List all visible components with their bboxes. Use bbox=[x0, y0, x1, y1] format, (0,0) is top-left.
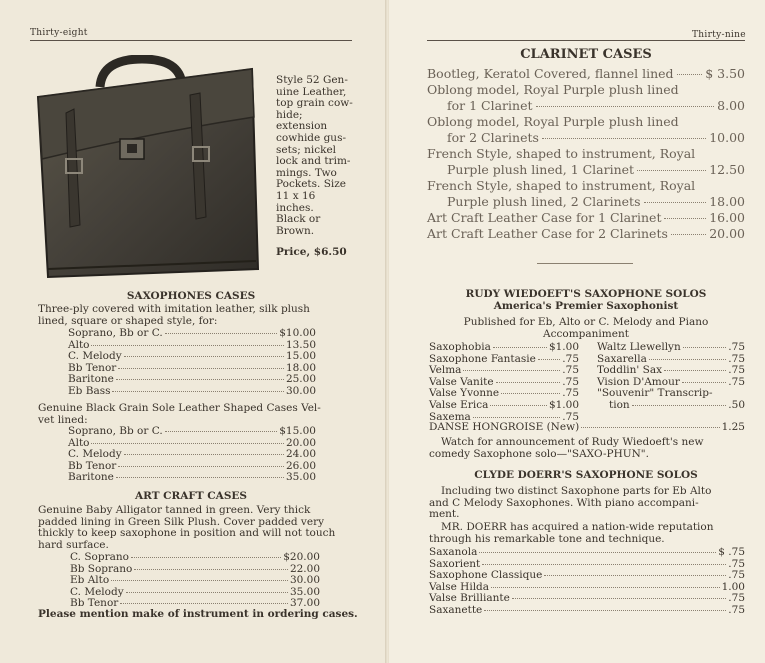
item-label: Purple plush lined, 1 Clarinet bbox=[447, 162, 635, 177]
clarinet-row bbox=[427, 226, 745, 242]
item-label: Saxanola bbox=[429, 546, 478, 558]
item-label: Bb Tenor bbox=[68, 361, 117, 374]
dot-leader bbox=[644, 202, 707, 203]
item-label: Saxanette bbox=[429, 604, 483, 616]
item-label: Waltz Llewellyn bbox=[597, 341, 681, 353]
item-label: Valse Brilliante bbox=[429, 592, 510, 605]
item-label: Saxema bbox=[429, 410, 471, 423]
item-price: $15.00 bbox=[279, 425, 316, 437]
clarinet-line: Oblong model, Royal Purple plush lined bbox=[427, 114, 679, 129]
clarinet-row bbox=[427, 66, 745, 82]
intro-line: Including two distinct Saxophone parts for Eb Alto bbox=[441, 485, 712, 497]
style-line: lock and trim- bbox=[276, 155, 351, 168]
item-label: C. Melody bbox=[70, 585, 124, 598]
intro-line: ment. bbox=[429, 508, 460, 521]
dot-leader bbox=[91, 443, 283, 444]
item-price: 1.25 bbox=[721, 421, 745, 433]
item-label: Eb Bass bbox=[68, 385, 111, 397]
doerr-intro bbox=[429, 486, 749, 521]
dot-leader bbox=[683, 347, 727, 348]
dot-leader bbox=[111, 580, 288, 581]
item-label: Valse Yvonne bbox=[429, 387, 500, 400]
style-description bbox=[276, 75, 356, 259]
style-line: top grain cow- bbox=[276, 97, 353, 110]
ordering-note: Please mention make of instrument in ordering cases. bbox=[38, 608, 358, 620]
item-label: Bb Soprano bbox=[70, 562, 133, 575]
item-price: $10.00 bbox=[279, 327, 316, 339]
dot-leader bbox=[512, 598, 726, 599]
item-price: 35.00 bbox=[289, 585, 320, 598]
dot-leader bbox=[473, 417, 560, 418]
dot-leader bbox=[116, 379, 284, 380]
item-label: tion bbox=[609, 399, 630, 411]
clarinet-row bbox=[427, 210, 745, 226]
item-label: Baritone bbox=[68, 373, 114, 386]
item-label: Soprano, Bb or C. bbox=[68, 425, 163, 437]
page-number-left: Thirty-eight bbox=[30, 28, 88, 38]
style-line: sets; nickel bbox=[276, 143, 337, 156]
item-label: Bb Tenor bbox=[68, 459, 117, 472]
dot-leader bbox=[112, 391, 283, 392]
clarinet-row bbox=[447, 162, 745, 178]
item-price: .75 bbox=[562, 352, 579, 365]
item-price: 12.50 bbox=[709, 162, 745, 177]
item-label: DANSE HONGROISE (New) bbox=[429, 421, 580, 433]
item-label: Valse Hilda bbox=[429, 580, 490, 593]
price-row bbox=[68, 426, 316, 438]
item-label: Art Craft Leather Case for 2 Clarinets bbox=[427, 226, 668, 241]
item-price: 22.00 bbox=[289, 562, 320, 575]
item-price: .75 bbox=[728, 604, 745, 616]
dot-leader bbox=[677, 74, 703, 75]
dot-leader bbox=[637, 170, 706, 171]
item-price: 30.00 bbox=[285, 385, 316, 397]
reputation-line: MR. DOERR has acquired a nation-wide reputation bbox=[441, 521, 714, 533]
item-price: 18.00 bbox=[709, 194, 745, 209]
item-price: .75 bbox=[562, 364, 579, 377]
item-label: Bootleg, Keratol Covered, flannel lined bbox=[427, 66, 674, 81]
watch-line: Watch for announcement of Rudy Wiedoeft's new bbox=[441, 436, 704, 448]
dot-leader bbox=[165, 333, 278, 334]
style-line: hide; extension bbox=[276, 108, 328, 133]
price-row bbox=[70, 552, 320, 564]
item-price: 20.00 bbox=[709, 226, 745, 241]
solo-line: "Souvenir" Transcrip- bbox=[597, 387, 713, 400]
dot-leader bbox=[682, 382, 726, 383]
header-rule-left bbox=[30, 40, 352, 41]
item-price: $ 3.50 bbox=[705, 66, 745, 81]
watch-note-2 bbox=[429, 449, 649, 461]
dot-leader bbox=[671, 234, 706, 235]
dot-leader bbox=[126, 592, 288, 593]
solo-row bbox=[597, 342, 745, 354]
price-label: Price, $6.50 bbox=[276, 246, 347, 259]
item-price: $1.00 bbox=[548, 341, 579, 353]
solo-row bbox=[609, 400, 745, 412]
item-price: 15.00 bbox=[285, 350, 316, 363]
sax-cases-intro bbox=[38, 304, 310, 327]
intro-line: hard surface. bbox=[38, 538, 109, 551]
dot-leader bbox=[116, 477, 284, 478]
solo-row bbox=[429, 605, 745, 617]
dot-leader bbox=[542, 138, 706, 139]
intro-line: lined, square or shaped style, for: bbox=[38, 314, 218, 327]
dot-leader bbox=[463, 370, 560, 371]
item-price: 25.00 bbox=[285, 373, 316, 386]
item-label: for 2 Clarinets bbox=[447, 130, 539, 145]
sax-cases-title: SAXOPHONES CASES bbox=[126, 290, 256, 302]
item-label: Saxarella bbox=[597, 352, 647, 365]
right-page bbox=[389, 0, 765, 663]
item-price: .50 bbox=[728, 399, 745, 411]
clarinet-cases-title: CLARINET CASES bbox=[520, 47, 652, 62]
style-line: uine Leather, bbox=[276, 85, 347, 98]
doerr-title: CLYDE DOERR'S SAXOPHONE SOLOS bbox=[474, 469, 698, 481]
item-label: Toddlin' Sax bbox=[597, 364, 663, 377]
item-label: Velma bbox=[429, 364, 462, 377]
danse-row bbox=[429, 422, 745, 434]
item-label: Baritone bbox=[68, 471, 114, 484]
item-label: Bb Tenor bbox=[70, 597, 119, 610]
item-label: Purple plush lined, 2 Clarinets bbox=[447, 194, 641, 209]
intro-line: padded lining in Green Silk Plush. Cover padded very bbox=[38, 515, 325, 528]
dot-leader bbox=[165, 431, 278, 432]
dot-leader bbox=[91, 345, 283, 346]
item-label: Art Craft Leather Case for 1 Clarinet bbox=[427, 210, 662, 225]
clarinet-line: French Style, shaped to instrument, Royal bbox=[427, 146, 696, 161]
dot-leader bbox=[124, 454, 284, 455]
item-price: $20.00 bbox=[283, 551, 320, 563]
clarinet-line: Oblong model, Royal Purple plush lined bbox=[427, 82, 679, 97]
dot-leader bbox=[538, 359, 560, 360]
dot-leader bbox=[581, 427, 719, 428]
item-label: C. Soprano bbox=[70, 551, 129, 563]
intro-line: Genuine Black Grain Sole Leather Shaped Cases Vel- bbox=[38, 402, 321, 414]
dot-leader bbox=[501, 393, 560, 394]
solo-row bbox=[429, 342, 579, 354]
dot-leader bbox=[496, 382, 561, 383]
price-row bbox=[68, 386, 316, 398]
intro-line: and C Melody Saxophones. With piano accompani- bbox=[429, 496, 699, 509]
section-divider bbox=[537, 263, 633, 264]
wiedoeft-subtitle: America's Premier Saxophonist bbox=[493, 300, 679, 312]
dot-leader bbox=[482, 564, 726, 565]
item-label: Saxophone Classique bbox=[429, 569, 543, 582]
item-price: $ .75 bbox=[718, 546, 745, 558]
page-number-right: Thirty-nine bbox=[692, 30, 746, 40]
style-line: mings. Two bbox=[276, 166, 337, 179]
item-price: .75 bbox=[728, 569, 745, 582]
header-rule-right bbox=[427, 40, 745, 41]
dot-leader bbox=[664, 218, 706, 219]
dot-leader bbox=[479, 552, 716, 553]
dot-leader bbox=[664, 370, 726, 371]
item-price: .75 bbox=[728, 364, 745, 377]
item-price: 8.00 bbox=[717, 98, 745, 113]
dot-leader bbox=[484, 610, 726, 611]
leather-cases-intro bbox=[38, 403, 321, 426]
item-price: 30.00 bbox=[289, 574, 320, 587]
item-price: 20.00 bbox=[285, 436, 316, 449]
item-price: .75 bbox=[728, 341, 745, 353]
clarinet-row bbox=[447, 98, 745, 114]
watch-line: comedy Saxophone solo—"SAXO-PHUN". bbox=[429, 448, 649, 460]
style-line: Style 52 Gen- bbox=[276, 74, 348, 86]
style-line: Black or bbox=[276, 213, 321, 226]
clarinet-row bbox=[447, 194, 745, 210]
item-price: 10.00 bbox=[709, 130, 745, 145]
solo-row bbox=[429, 547, 745, 559]
doerr-reputation bbox=[429, 522, 749, 545]
item-price: .75 bbox=[562, 410, 579, 423]
dot-leader bbox=[632, 405, 727, 406]
dot-leader bbox=[124, 356, 284, 357]
item-label: Saxophobia bbox=[429, 341, 491, 353]
item-label: Alto bbox=[68, 436, 90, 449]
item-price: .75 bbox=[562, 387, 579, 400]
item-price: 24.00 bbox=[285, 448, 316, 461]
item-price: 1.00 bbox=[721, 580, 745, 593]
briefcase-image bbox=[30, 55, 268, 285]
dot-leader bbox=[536, 106, 715, 107]
item-label: Valse Erica bbox=[429, 399, 489, 411]
item-price: .75 bbox=[728, 557, 745, 570]
dot-leader bbox=[118, 466, 284, 467]
item-label: Eb Alto bbox=[70, 574, 110, 587]
item-price: .75 bbox=[562, 375, 579, 388]
item-price: 18.00 bbox=[285, 361, 316, 374]
dot-leader bbox=[118, 368, 284, 369]
item-price: 37.00 bbox=[289, 597, 320, 610]
dot-leader bbox=[134, 569, 288, 570]
item-label: Valse Vanite bbox=[429, 375, 494, 388]
dot-leader bbox=[544, 575, 726, 576]
wiedoeft-title: RUDY WIEDOEFT'S SAXOPHONE SOLOS bbox=[465, 288, 707, 300]
item-price: $1.00 bbox=[548, 399, 579, 411]
intro-line: thickly to keep saxophone in position and will not touch bbox=[38, 527, 336, 540]
item-price: 26.00 bbox=[285, 459, 316, 472]
price-row bbox=[68, 472, 316, 484]
price-row bbox=[70, 598, 320, 610]
item-label: C. Melody bbox=[68, 448, 122, 461]
dot-leader bbox=[493, 347, 547, 348]
item-price: .75 bbox=[728, 375, 745, 388]
dot-leader bbox=[649, 359, 726, 360]
wiedoeft-published bbox=[427, 317, 745, 340]
solo-row bbox=[429, 400, 579, 412]
intro-line: vet lined: bbox=[38, 413, 88, 426]
art-craft-title: ART CRAFT CASES bbox=[135, 490, 247, 502]
item-price: .75 bbox=[728, 352, 745, 365]
reputation-line: through his remarkable tone and technique. bbox=[429, 532, 665, 545]
item-price: 35.00 bbox=[285, 471, 316, 484]
dot-leader bbox=[491, 587, 720, 588]
dot-leader bbox=[490, 405, 547, 406]
item-price: 13.50 bbox=[285, 338, 316, 351]
item-label: Vision D'Amour bbox=[597, 375, 680, 388]
item-label: Alto bbox=[68, 338, 90, 351]
intro-line: Genuine Baby Alligator tanned in green. Very thick bbox=[38, 504, 311, 516]
item-label: Saxophone Fantasie bbox=[429, 352, 536, 365]
watch-note bbox=[441, 437, 703, 449]
style-line: Brown. bbox=[276, 224, 315, 237]
item-label: Saxorient bbox=[429, 557, 481, 570]
published-line: Published for Eb, Alto or C. Melody and Piano bbox=[463, 316, 709, 328]
style-line: cowhide gus- bbox=[276, 131, 347, 144]
clarinet-line: French Style, shaped to instrument, Royal bbox=[427, 178, 696, 193]
style-line: Pockets. Size bbox=[276, 178, 346, 191]
clarinet-row bbox=[447, 130, 745, 146]
style-line: 11 x 16 inches. bbox=[276, 189, 316, 214]
published-line: Accompaniment bbox=[543, 327, 629, 340]
art-craft-intro bbox=[38, 505, 358, 551]
item-label: for 1 Clarinet bbox=[447, 98, 533, 113]
dot-leader bbox=[131, 557, 281, 558]
item-price: .75 bbox=[728, 592, 745, 605]
item-label: C. Melody bbox=[68, 350, 122, 363]
item-price: 16.00 bbox=[709, 210, 745, 225]
price-row bbox=[68, 328, 316, 340]
dot-leader bbox=[120, 603, 288, 604]
item-label: Soprano, Bb or C. bbox=[68, 327, 163, 339]
intro-line: Three-ply covered with imitation leather, silk plush bbox=[38, 303, 310, 315]
